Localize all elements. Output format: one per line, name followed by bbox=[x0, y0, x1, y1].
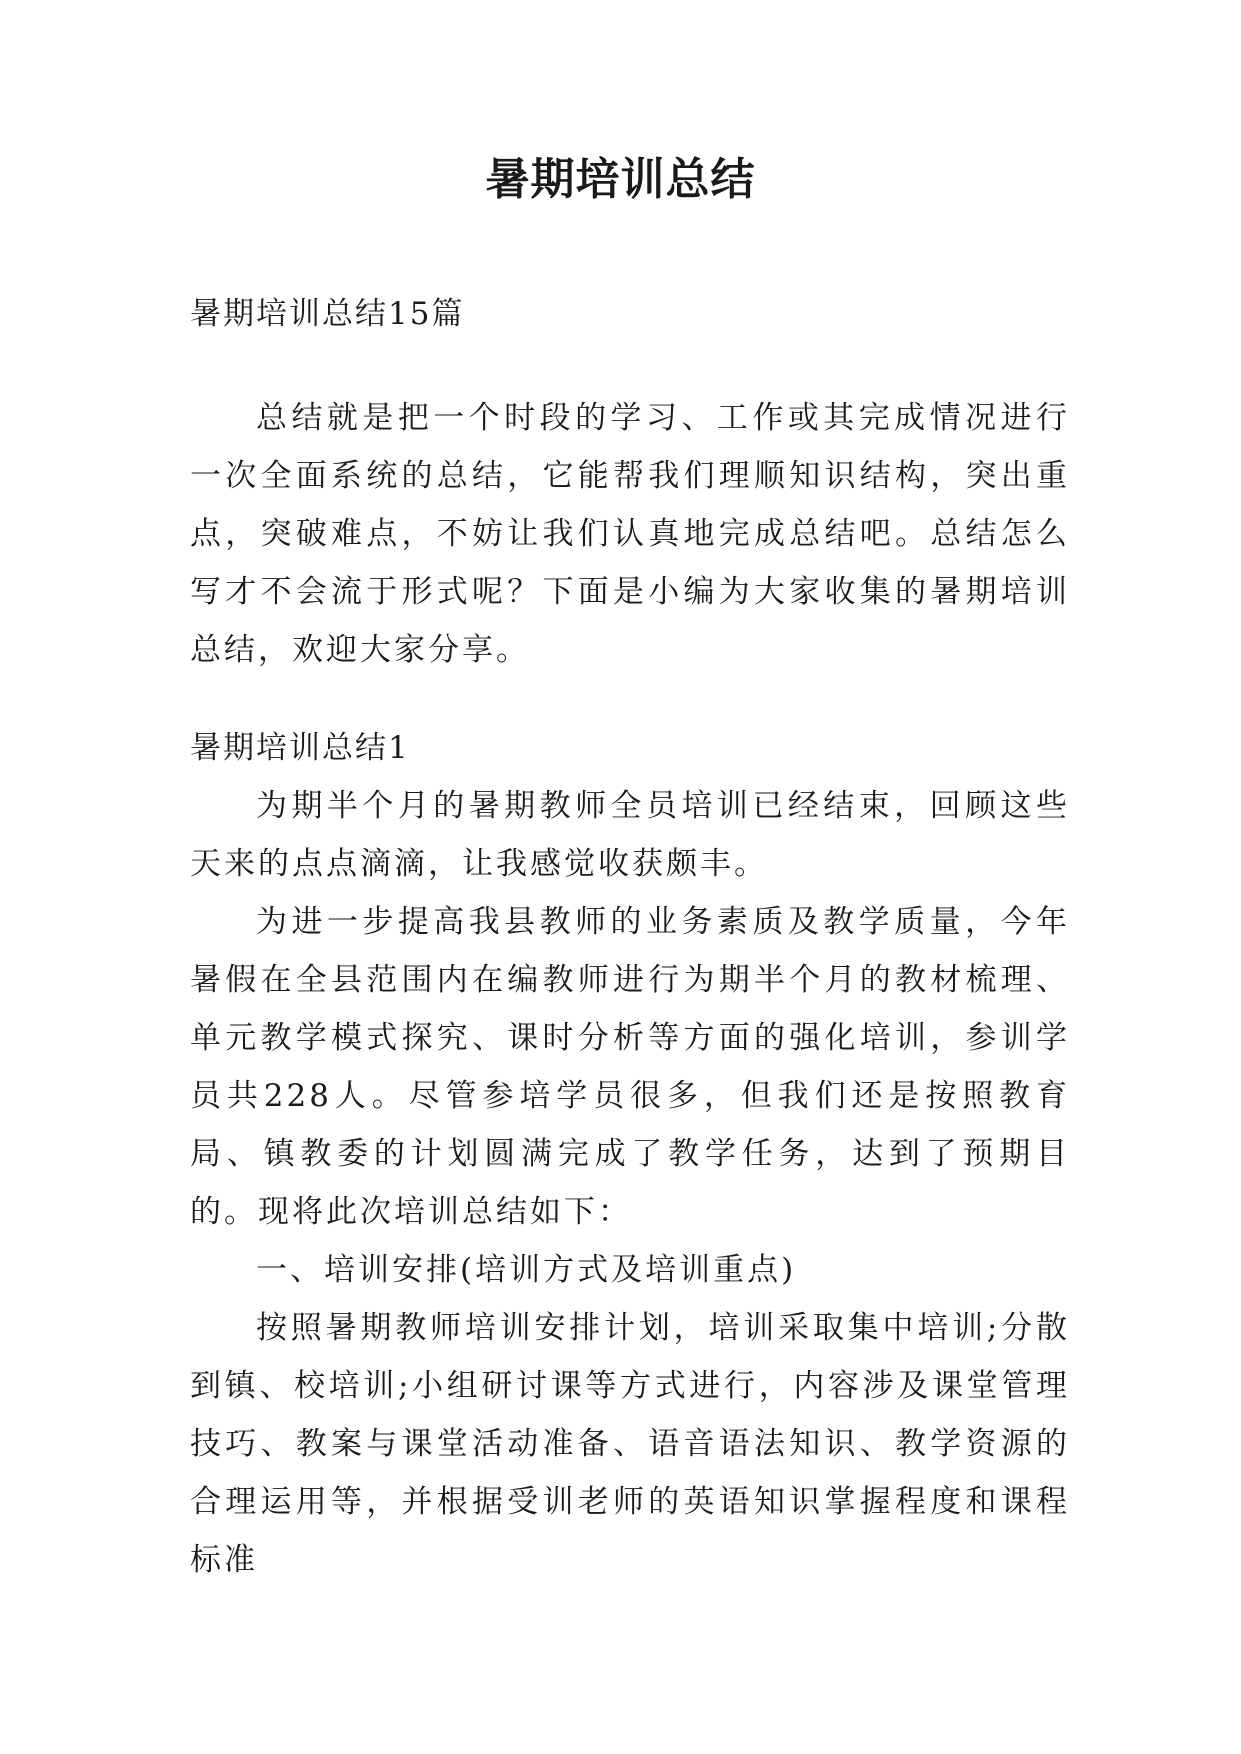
spacer bbox=[190, 679, 1070, 719]
document-body bbox=[190, 285, 1070, 1589]
spacer bbox=[190, 343, 1070, 389]
document-subtitle: 暑期培训总结15篇 bbox=[190, 296, 465, 332]
body-paragraph: 一、培训安排(培训方式及培训重点) bbox=[256, 1252, 797, 1288]
section-heading: 暑期培训总结1 bbox=[190, 730, 410, 766]
document-title: 暑期培训总结 bbox=[485, 154, 756, 205]
body-paragraph: 为期半个月的暑期教师全员培训已经结束，回顾这些天来的点点滴滴，让我感觉收获颇丰。 bbox=[190, 788, 1070, 882]
body-paragraph: 为进一步提高我县教师的业务素质及教学质量，今年暑假在全县范围内在编教师进行为期半个月的教材梳理、单元教学模式探究、课时分析等方面的强化培训，参训学员共228人。尽管参培学员很多，但我们还是按照教育局、镇教委的计划圆满完成了教学任务，达到了预期目的。现将此次培训总结如下： bbox=[190, 904, 1070, 1230]
body-paragraph: 按照暑期教师培训安排计划，培训采取集中培训;分散到镇、校培训;小组研讨课等方式进行，内容涉及课堂管理技巧、教案与课堂活动准备、语音语法知识、教学资源的合理运用等，并根据受训老师的英语知识掌握程度和课程标准 bbox=[190, 1310, 1070, 1578]
intro-paragraph: 总结就是把一个时段的学习、工作或其完成情况进行一次全面系统的总结，它能帮我们理顺知识结构，突出重点，突破难点，不妨让我们认真地完成总结吧。总结怎么写才不会流于形式呢？下面是小编为大家收集的暑期培训总结，欢迎大家分享。 bbox=[190, 400, 1070, 668]
